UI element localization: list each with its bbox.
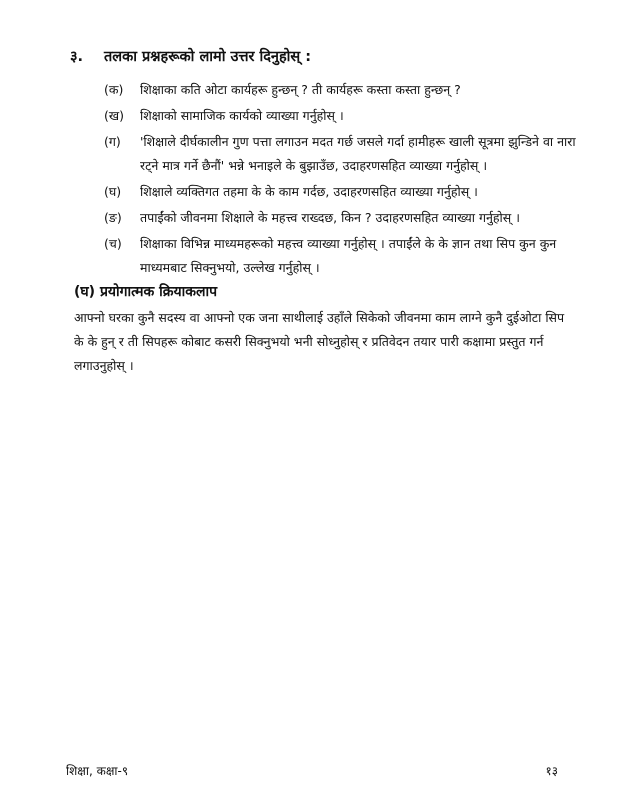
item-text: शिक्षाका विभिन्न माध्यमहरूको महत्त्व व्याख्या गर्नुहोस् । तपाईंले के के ज्ञान तथा सिप कुन कुन माध्यमबाट सिक्नुभयो, उल्लेख गर्नुहोस् । xyxy=(140,236,557,275)
item-marker: (घ) xyxy=(104,184,122,199)
question-item-ga xyxy=(104,130,584,178)
activity-paragraph: आफ्नो घरका कुनै सदस्य वा आफ्नो एक जना साथीलाई उहाँले सिकेको जीवनमा काम लाग्ने कुनै दुईओटा सिप के के हुन् र ती सिपहरू कोबाट कसरी सिक्नुभयो भनी सोध्नुहोस् र प्रतिवेदन तयार पारी कक्षामा प्रस्तुत गर्न लगाउनुहोस् । xyxy=(74,310,565,373)
item-marker: (क) xyxy=(104,82,124,97)
item-text: तपाईंको जीवनमा शिक्षाले के महत्त्व राख्दछ, किन ? उदाहरणसहित व्याख्या गर्नुहोस् । xyxy=(140,210,520,225)
question-item-nga xyxy=(104,206,584,230)
item-text: शिक्षाको सामाजिक कार्यको व्याख्या गर्नुहोस् । xyxy=(140,108,344,123)
item-text: शिक्षाका कति ओटा कार्यहरू हुन्छन् ? ती कार्यहरू कस्ता कस्ता हुन्छन् ? xyxy=(140,82,461,97)
activity-heading: (घ) प्रयोगात्मक क्रियाकलाप xyxy=(74,284,218,300)
question-number: ३. xyxy=(70,49,84,65)
item-marker: (च) xyxy=(104,236,122,251)
question-heading xyxy=(70,46,590,66)
page-number: १३ xyxy=(545,764,558,778)
item-text: 'शिक्षाले दीर्घकालीन गुण पत्ता लगाउन मदत गर्छ जसले गर्दा हामीहरू खाली सूत्रमा झुन्डिने वा नारा रट्ने मात्र गर्ने छैनौं' भन्ने भनाइले के बुझाउँछ, उदाहरणसहित व्याख्या गर्नुहोस् । xyxy=(140,134,576,173)
question-item-kha xyxy=(104,104,584,128)
item-text: शिक्षाले व्यक्तिगत तहमा के के काम गर्दछ, उदाहरणसहित व्याख्या गर्नुहोस् । xyxy=(140,184,478,199)
question-item-ka xyxy=(104,78,584,102)
question-item-gha xyxy=(104,180,584,204)
question-title: तलका प्रश्नहरूको लामो उत्तर दिनुहोस् : xyxy=(104,49,312,65)
item-marker: (ग) xyxy=(104,134,121,149)
question-item-cha xyxy=(104,232,584,280)
item-marker: (ङ) xyxy=(104,210,122,225)
item-marker: (ख) xyxy=(104,108,124,123)
footer-book-title: शिक्षा, कक्षा-९ xyxy=(66,764,129,778)
